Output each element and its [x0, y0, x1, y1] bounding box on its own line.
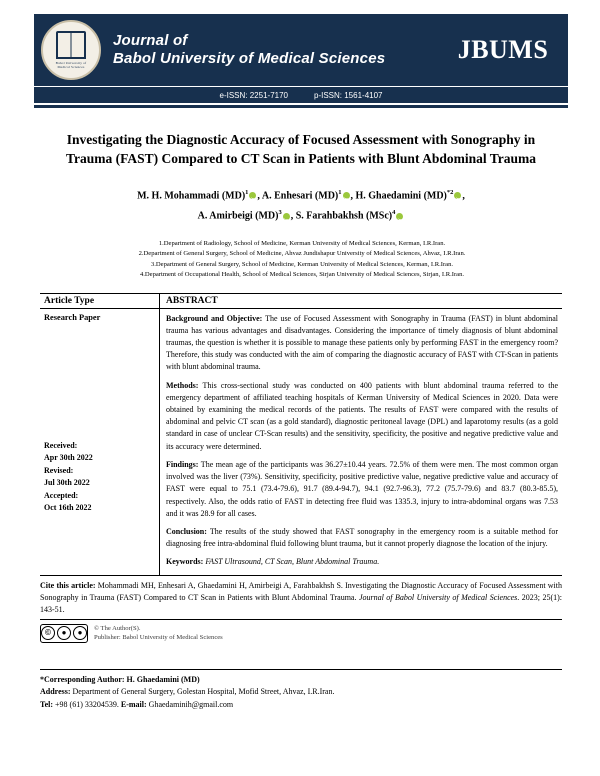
- article-dates: [44, 440, 155, 515]
- cc-nc-mark: ●: [73, 626, 87, 640]
- cite-journal: Journal of Babol University of Medical Sciences: [358, 592, 518, 602]
- abstract-header: ABSTRACT: [166, 295, 218, 306]
- affiliation-list: [46, 239, 558, 281]
- abstract-header-row: [40, 294, 562, 309]
- email-label: E-mail:: [120, 699, 147, 709]
- author-name: A. Enhesari (MD): [261, 190, 339, 202]
- author-affil-marker: 4: [392, 209, 396, 217]
- eissn: e-ISSN: 2251-7170: [219, 90, 288, 100]
- logo-caption: Babol University of Medical Sciences: [55, 60, 87, 69]
- abstract-section-text: The mean age of the participants was 36.27±10.44 years. 72.5% of them were men. The most common organ involved was the liver (73%). Sensitivity, specificity, positive predictive value, negative predictive value and accuracy of FAST were equal to 75.1 (73.4-79.6), 91.7 (89.4-94.7), 94.1 (92.7-96.3), 77.2 (75.7-79.6) and 83.7 (80.3-85.5), respectively. Also, the odds ratio of FAST in detecting free fluid was 1335.3, injury to intra-abdominal organs was 7.53 and it was 28.9 for all cases.: [166, 459, 558, 518]
- creative-commons-icon[interactable]: [40, 624, 88, 643]
- abstract-section: [166, 459, 558, 520]
- corresponding-contact: [40, 699, 562, 712]
- abstract-box: [40, 293, 562, 576]
- author-line-1: [34, 184, 568, 204]
- license-line1: © The Author(S).: [94, 624, 141, 632]
- journal-title-block: [107, 15, 439, 85]
- pissn: p-ISSN: 1561-4107: [314, 90, 383, 100]
- journal-masthead: [34, 14, 568, 86]
- keywords-value: FAST Ultrasound, CT Scan, Blunt Abdominal Trauma.: [203, 557, 380, 567]
- author-separator: ,: [462, 190, 465, 202]
- address-label: Address:: [40, 687, 71, 697]
- author-line-2: [34, 204, 568, 224]
- cite-volume: . 2023; 25(1): 143-51.: [40, 592, 563, 614]
- abstract-section: [166, 313, 558, 374]
- journal-abbrev: JBUMS: [457, 35, 549, 64]
- orcid-icon[interactable]: [454, 192, 461, 199]
- corresponding-author-block: [40, 669, 562, 712]
- cc-mark: ©: [41, 626, 55, 640]
- abstract-section: [166, 526, 558, 550]
- open-book-icon: [56, 31, 86, 59]
- article-type-value: Research Paper: [44, 312, 101, 322]
- author-name: A. Amirbeigi (MD): [197, 210, 279, 222]
- corresponding-author-name: [40, 674, 562, 687]
- orcid-icon[interactable]: [249, 192, 256, 199]
- date-revised-value: Jul 30th 2022: [44, 478, 90, 488]
- license-row: [40, 624, 562, 643]
- corresponding-address: [40, 686, 562, 699]
- author-name: H. Ghaedamini (MD): [355, 190, 447, 202]
- author-name: S. Farahbakhsh (MSc): [295, 210, 393, 222]
- author-affil-marker: 1: [245, 189, 249, 196]
- page-title: Investigating the Diagnostic Accuracy of Focused Assessment with Sonography in Trauma (FAST) Compared to CT Scan in Patients with Blunt Abdominal Trauma: [66, 132, 536, 166]
- tel-value: +98 (61) 33204539.: [53, 699, 121, 709]
- author-affil-marker: 1: [338, 189, 342, 196]
- author-separator: ,: [350, 190, 356, 202]
- issn-bar: [34, 86, 568, 103]
- tel-label: Tel:: [40, 699, 54, 709]
- abstract-section-heading: Background and Objective:: [166, 313, 263, 323]
- university-seal-icon: [41, 20, 101, 80]
- license-text: [94, 624, 223, 642]
- email-value[interactable]: Ghaedaminih@gmail.com: [146, 699, 234, 709]
- abstract-section-heading: Methods:: [166, 380, 199, 390]
- cite-text: Mohammadi MH, Enhesari A, Ghaedamini H, Amirbeigi A, Farahbakhsh S. Investigating the Diagnostic Accuracy of Focused Assessment with Sonography in Trauma (FAST) Compared to CT Scan in Patients with Blunt Abdominal Trauma.: [40, 580, 562, 602]
- affiliation-item: 1.Department of Radiology, School of Medicine, Kerman University of Medical Sciences, Kerman, I.R.Iran.: [158, 239, 446, 247]
- abstract-text-cell: [160, 309, 562, 575]
- abstract-section-text: This cross-sectional study was conducted on 400 patients with blunt abdominal trauma referred to the emergency department of affiliated teaching hospitals of Kerman University of Medical Sciences in 2020. Data were obtained by examining the medical records of the patients. The results of FAST were compared with the results of abdominal and pelvic CT scan (as a gold standard), diagnostic peritoneal lavage (DPL) and laparotomy results (as a gold standard in case of unclear CT-Scan results) and the sensitivity, specificity, the positive and negative predictive value and its accuracy were determined.: [166, 380, 558, 451]
- author-separator: ,: [257, 190, 262, 202]
- abstract-section-text: The use of Focused Assessment with Sonography in Trauma (FAST) in blunt abdominal trauma has various advantages and disadvantages. Considering the importance of timely diagnosis of blunt abdominal traumas, the question is whether it is possible to manage these patients only by performing FAST in the emergency room? Therefore, this study was conducted with the aim of comparing the diagnostic accuracy of FAST with CT-Scan in patients with blunt abdominal trauma.: [166, 313, 558, 372]
- affiliation-item: 2.Department of General Surgery, School of Medicine, Ahvaz Jundishapur University of Medical Sciences, Ahvaz, I.R.Iran.: [138, 250, 466, 258]
- date-received-label: Received:: [44, 440, 78, 450]
- author-list: [34, 184, 568, 225]
- corresponding-author-title: *Corresponding Author: H. Ghaedamini (MD): [40, 674, 200, 684]
- author-name: M. H. Mohammadi (MD): [137, 190, 246, 202]
- keywords-label: Keywords:: [166, 557, 204, 567]
- abstract-body-row: [40, 309, 562, 575]
- keywords-line: [166, 556, 558, 568]
- date-received-value: Apr 30th 2022: [44, 453, 93, 463]
- article-meta-cell: [40, 309, 160, 575]
- cc-by-mark: ●: [57, 626, 71, 640]
- cite-label: Cite this article:: [40, 580, 96, 590]
- address-value: Department of General Surgery, Golestan Hospital, Mofid Street, Ahvaz, I.R.Iran.: [70, 687, 335, 697]
- author-separator: ,: [290, 210, 296, 222]
- license-line2: Publisher: Babol University of Medical Sciences: [94, 633, 223, 641]
- abstract-section-text: The results of the study showed that FAST sonography in the emergency room is a suitable method for diagnosing free intra-abdominal fluid following blunt trauma, but it cannot properly diagnose the location of the injury.: [166, 526, 558, 549]
- orcid-icon[interactable]: [283, 213, 290, 220]
- author-affil-marker: *2: [446, 189, 454, 196]
- journal-title-line1: Journal of: [113, 32, 188, 49]
- paper-sheet: [34, 14, 568, 762]
- article-type-header: Article Type: [40, 294, 160, 308]
- author-affil-marker: 3: [278, 209, 282, 217]
- abstract-section-heading: Findings:: [166, 459, 199, 469]
- abstract-section: [166, 380, 558, 453]
- date-accepted-label: Accepted:: [44, 490, 79, 500]
- date-revised-label: Revised:: [44, 465, 74, 475]
- abstract-section-heading: Conclusion:: [166, 526, 207, 536]
- orcid-icon[interactable]: [396, 213, 403, 220]
- date-accepted-value: Oct 16th 2022: [44, 503, 92, 513]
- journal-abbrev-block: [439, 15, 567, 85]
- affiliation-item: 3.Department of General Surgery, School of Medicine, Kerman University of Medical Sciences, Kerman, I.R.Iran.: [150, 260, 454, 268]
- affiliation-item: 4.Department of Occupational Health, School of Medical Sciences, Sirjan University of Medical Sciences, Sirjan, I.R.Iran.: [139, 271, 465, 279]
- orcid-icon[interactable]: [343, 192, 350, 199]
- masthead-rule: [34, 105, 568, 108]
- journal-title-line2: Babol University of Medical Sciences: [113, 50, 386, 67]
- journal-logo: [35, 15, 107, 85]
- cite-this-article: [40, 580, 562, 620]
